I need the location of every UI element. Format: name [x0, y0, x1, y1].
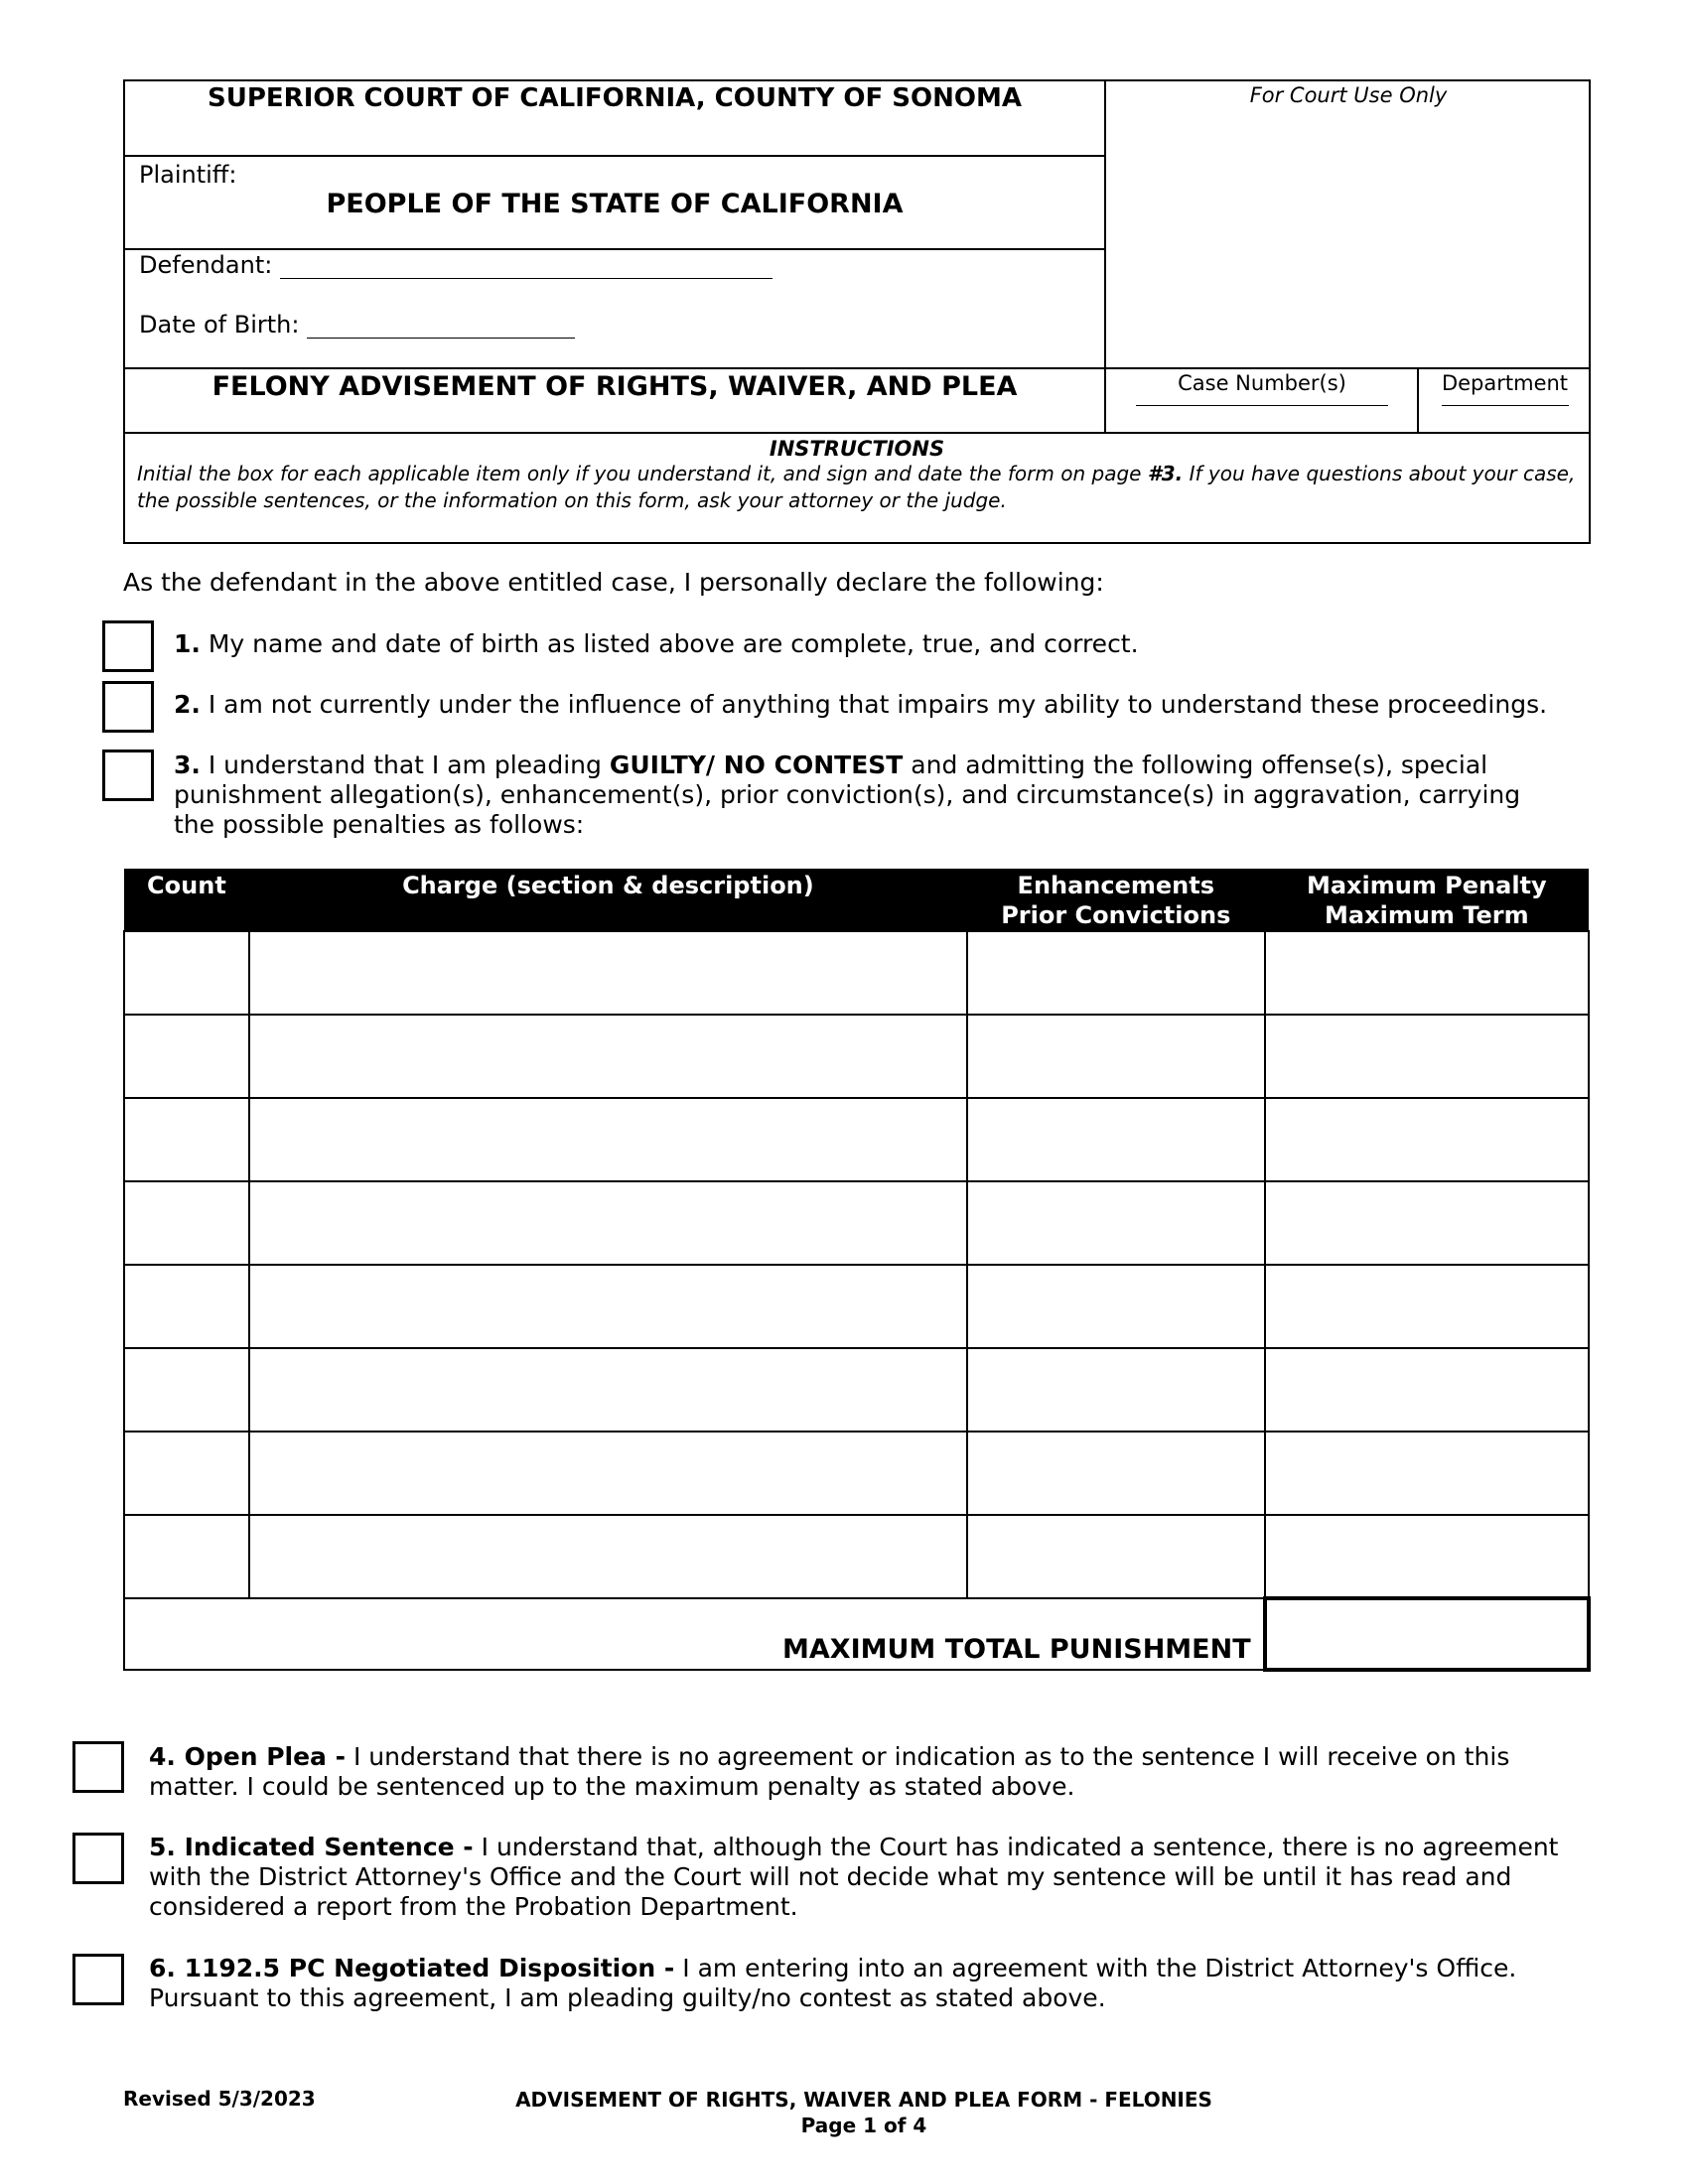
- penalty-cell[interactable]: [1265, 1348, 1589, 1432]
- enhancement-cell[interactable]: [967, 1265, 1265, 1348]
- charge-cell[interactable]: [249, 1181, 967, 1265]
- col-charge: Charge (section & description): [249, 869, 967, 931]
- dob-row: [139, 311, 575, 339]
- divider: [123, 432, 1591, 434]
- plaintiff-name: PEOPLE OF THE STATE OF CALIFORNIA: [326, 189, 904, 219]
- table-row: [124, 931, 1589, 1015]
- instructions-title: INSTRUCTIONS: [769, 437, 945, 461]
- penalty-cell[interactable]: [1265, 1015, 1589, 1098]
- penalty-cell[interactable]: [1265, 931, 1589, 1015]
- dob-field[interactable]: [307, 315, 575, 339]
- department-cell: [1419, 369, 1591, 432]
- table-row: [124, 1515, 1589, 1598]
- total-punishment-cell[interactable]: [1265, 1598, 1589, 1670]
- item-2-checkbox[interactable]: [102, 681, 154, 733]
- enhancement-cell[interactable]: [967, 1181, 1265, 1265]
- count-cell[interactable]: [124, 1265, 249, 1348]
- item-3-checkbox[interactable]: [102, 750, 154, 801]
- court-use-label: For Court Use Only: [1249, 83, 1448, 107]
- item-3-text: 3. I understand that I am pleading GUILTY/ NO CONTEST and admitting the following offense(s), special punishment allegation(s), enhancement(s), prior conviction(s), and circumstance(s) in aggravation, carrying the possible penalties as follows:: [174, 751, 1521, 839]
- penalty-cell[interactable]: [1265, 1515, 1589, 1598]
- footer-title: [467, 2087, 1261, 2138]
- col-count: Count: [124, 869, 249, 931]
- enhancement-cell[interactable]: [967, 1515, 1265, 1598]
- charge-cell[interactable]: [249, 1432, 967, 1515]
- enhancement-cell[interactable]: [967, 1015, 1265, 1098]
- count-cell[interactable]: [124, 1515, 249, 1598]
- defendant-label: Defendant:: [139, 251, 273, 279]
- case-number-cell: [1106, 369, 1418, 432]
- item-5-text: 5. Indicated Sentence - I understand that, although the Court has indicated a sentence, there is no agreement with the District Attorney's Office and the Court will not decide what my sentence will be until it has read and considered a report from the Probation Department.: [149, 1833, 1559, 1921]
- count-cell[interactable]: [124, 1348, 249, 1432]
- item-6-checkbox[interactable]: [72, 1954, 124, 2005]
- table-header: [124, 869, 1589, 931]
- charge-cell[interactable]: [249, 1015, 967, 1098]
- penalty-cell[interactable]: [1265, 1265, 1589, 1348]
- court-name: SUPERIOR COURT OF CALIFORNIA, COUNTY OF SONOMA: [123, 79, 1106, 157]
- item-4-text: 4. Open Plea - I understand that there is no agreement or indication as to the sentence I will receive on this matter. I could be sentenced up to the maximum penalty as stated above.: [149, 1742, 1510, 1801]
- charge-cell[interactable]: [249, 931, 967, 1015]
- enhancement-cell[interactable]: [967, 1348, 1265, 1432]
- item-1-checkbox[interactable]: [102, 620, 154, 672]
- plaintiff-label: Plaintiff:: [139, 161, 237, 189]
- col-max-penalty: Maximum Penalty Maximum Term: [1265, 869, 1589, 931]
- item-6-text: 6. 1192.5 PC Negotiated Disposition - I am entering into an agreement with the District Attorney's Office. Pursuant to this agreement, I am pleading guilty/no contest as stated above.: [149, 1954, 1517, 2012]
- penalty-cell[interactable]: [1265, 1181, 1589, 1265]
- charges-table: [123, 869, 1591, 1672]
- count-cell[interactable]: [124, 1098, 249, 1181]
- defendant-field[interactable]: [280, 255, 773, 279]
- col-enhancements: Enhancements Prior Convictions: [967, 869, 1265, 931]
- table-row: [124, 1348, 1589, 1432]
- revision-date: Revised 5/3/2023: [123, 2087, 316, 2111]
- enhancement-cell[interactable]: [967, 1432, 1265, 1515]
- count-cell[interactable]: [124, 1181, 249, 1265]
- item-5-checkbox[interactable]: [72, 1833, 124, 1884]
- table-row: [124, 1015, 1589, 1098]
- item-4-checkbox[interactable]: [72, 1741, 124, 1793]
- count-cell[interactable]: [124, 1015, 249, 1098]
- item-1-text: 1. My name and date of birth as listed above are complete, true, and correct.: [174, 629, 1139, 658]
- defendant-row: [139, 251, 773, 279]
- penalty-cell[interactable]: [1265, 1098, 1589, 1181]
- declaration-intro: As the defendant in the above entitled case, I personally declare the following:: [123, 568, 1104, 597]
- department-field[interactable]: [1442, 405, 1569, 406]
- table-row: [124, 1098, 1589, 1181]
- enhancement-cell[interactable]: [967, 931, 1265, 1015]
- table-row: [124, 1265, 1589, 1348]
- charge-cell[interactable]: [249, 1265, 967, 1348]
- charge-cell[interactable]: [249, 1348, 967, 1432]
- charge-cell[interactable]: [249, 1515, 967, 1598]
- table-row: [124, 1432, 1589, 1515]
- charge-cell[interactable]: [249, 1098, 967, 1181]
- department-label: Department: [1441, 371, 1569, 395]
- instructions-text: Initial the box for each applicable item only if you understand it, and sign and date the form on page #3. If you have questions about your case, the possible sentences, or the information on this form, ask your attorney or the judge.: [137, 462, 1576, 512]
- total-row: [124, 1598, 1589, 1670]
- dob-label: Date of Birth:: [139, 311, 300, 339]
- divider: [123, 248, 1106, 250]
- page-number: Page 1 of 4: [800, 2114, 927, 2137]
- enhancement-cell[interactable]: [967, 1098, 1265, 1181]
- form-title: FELONY ADVISEMENT OF RIGHTS, WAIVER, AND PLEA: [211, 371, 1018, 402]
- form-name: ADVISEMENT OF RIGHTS, WAIVER AND PLEA FORM - FELONIES: [515, 2088, 1212, 2112]
- count-cell[interactable]: [124, 931, 249, 1015]
- count-cell[interactable]: [124, 1432, 249, 1515]
- item-2-text: 2. I am not currently under the influence of anything that impairs my ability to understand these proceedings.: [174, 690, 1548, 719]
- table-row: [124, 1181, 1589, 1265]
- penalty-cell[interactable]: [1265, 1432, 1589, 1515]
- total-label: MAXIMUM TOTAL PUNISHMENT: [124, 1598, 1265, 1670]
- case-number-label: Case Number(s): [1178, 371, 1346, 395]
- case-number-field[interactable]: [1136, 405, 1388, 406]
